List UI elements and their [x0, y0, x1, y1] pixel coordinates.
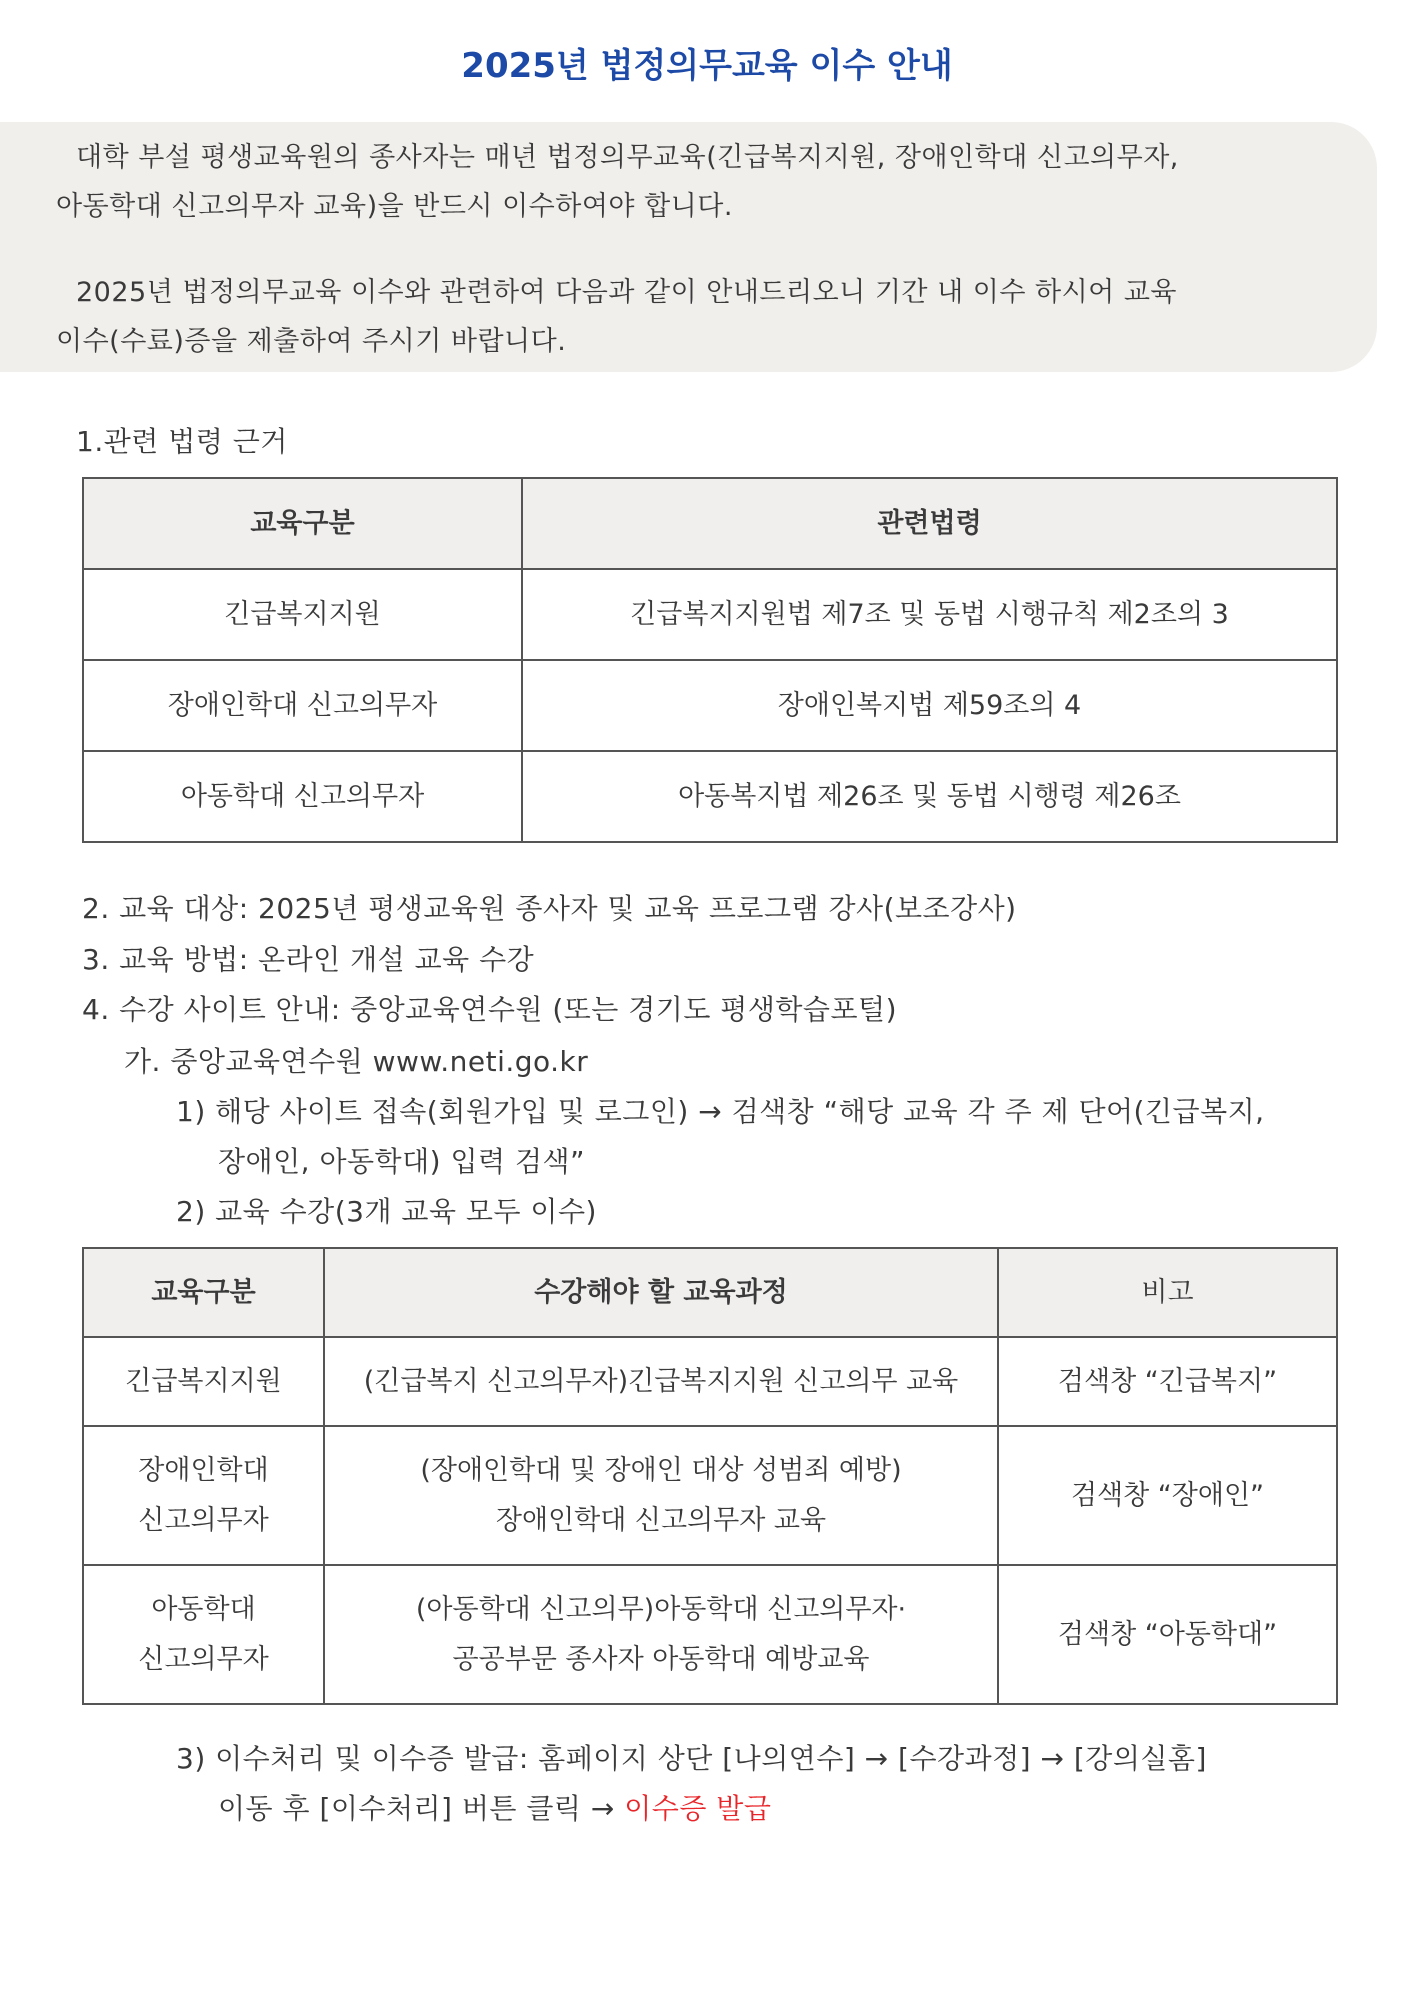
table-cell: 아동학대 신고의무자	[83, 751, 522, 842]
column-header: 수강해야 할 교육과정	[324, 1248, 998, 1337]
table-cell: 아동복지법 제26조 및 동법 시행령 제26조	[522, 751, 1337, 842]
section-3-text: 3. 교육 방법: 온라인 개설 교육 수강	[82, 943, 535, 976]
table-cell: (긴급복지 신고의무자)긴급복지지원 신고의무 교육	[324, 1337, 998, 1426]
table-row	[83, 1565, 1337, 1704]
step-3-line-2-text: 이동 후 [이수처리] 버튼 클릭 →	[218, 1792, 625, 1825]
table-header-row	[83, 1248, 1337, 1337]
cell-line: 신고의무자	[138, 1643, 269, 1675]
table-row	[83, 751, 1337, 842]
section-2-text: 2. 교육 대상: 2025년 평생교육원 종사자 및 교육 프로그램 강사(보조강사)	[82, 892, 1017, 925]
table-row	[83, 569, 1337, 660]
step-3-line-1: 3) 이수처리 및 이수증 발급: 홈페이지 상단 [나의연수] → [수강과정] → [강의실홈]	[176, 1742, 1207, 1775]
cell-line: 장애인학대	[138, 1454, 269, 1486]
table-cell	[83, 1565, 324, 1704]
table-cell: 긴급복지지원법 제7조 및 동법 시행규칙 제2조의 3	[522, 569, 1337, 660]
table-row	[83, 1426, 1337, 1565]
law-basis-table	[82, 477, 1338, 843]
cell-line: (장애인학대 및 장애인 대상 성범죄 예방)	[420, 1454, 902, 1486]
table-cell: 검색창 “아동학대”	[998, 1565, 1337, 1704]
intro-paragraph-1-line-1: 대학 부설 평생교육원의 종사자는 매년 법정의무교육(긴급복지지원, 장애인학대 신고의무자,	[76, 142, 1179, 173]
intro-paragraph-2-line-2: 이수(수료)증을 제출하여 주시기 바랍니다.	[56, 326, 567, 357]
table-cell	[83, 1426, 324, 1565]
table-cell: 장애인학대 신고의무자	[83, 660, 522, 751]
section-4-heading: 4. 수강 사이트 안내: 중앙교육연수원 (또는 경기도 평생학습포털)	[82, 993, 898, 1026]
section-1-heading: 1.관련 법령 근거	[76, 425, 288, 458]
table-cell	[324, 1426, 998, 1565]
table-row	[83, 660, 1337, 751]
column-header: 교육구분	[83, 478, 522, 569]
course-table	[82, 1247, 1338, 1705]
intro-paragraph-2-line-1: 2025년 법정의무교육 이수와 관련하여 다음과 같이 안내드리오니 기간 내 이수 하시어 교육	[76, 277, 1177, 308]
certificate-issue-highlight: 이수증 발급	[624, 1792, 772, 1825]
column-header: 관련법령	[522, 478, 1337, 569]
step-1-line-1: 1) 해당 사이트 접속(회원가입 및 로그인) → 검색창 “해당 교육 각 주 제 단어(긴급복지,	[176, 1095, 1265, 1128]
table-cell: 장애인복지법 제59조의 4	[522, 660, 1337, 751]
cell-line: 공공부문 종사자 아동학대 예방교육	[452, 1643, 870, 1675]
cell-line: (아동학대 신고의무)아동학대 신고의무자·	[415, 1593, 907, 1625]
cell-line: 아동학대	[151, 1593, 256, 1625]
section-4-sub-ga: 가. 중앙교육연수원 www.neti.go.kr	[124, 1045, 589, 1078]
intro-paragraph-1-line-2: 아동학대 신고의무자 교육)을 반드시 이수하여야 합니다.	[56, 191, 733, 222]
step-1-line-2: 장애인, 아동학대) 입력 검색”	[218, 1145, 586, 1178]
column-header: 비고	[998, 1248, 1337, 1337]
column-header: 교육구분	[83, 1248, 324, 1337]
cell-line: 장애인학대 신고의무자 교육	[495, 1504, 827, 1536]
page-title: 2025년 법정의무교육 이수 안내	[461, 46, 953, 86]
table-cell: 검색창 “장애인”	[998, 1426, 1337, 1565]
table-row	[83, 1337, 1337, 1426]
table-cell: 긴급복지지원	[83, 569, 522, 660]
step-3-line-2	[218, 1787, 771, 1827]
table-cell: 긴급복지지원	[83, 1337, 324, 1426]
table-cell	[324, 1565, 998, 1704]
table-cell: 검색창 “긴급복지”	[998, 1337, 1337, 1426]
table-header-row	[83, 478, 1337, 569]
step-2-text: 2) 교육 수강(3개 교육 모두 이수)	[176, 1195, 597, 1228]
cell-line: 신고의무자	[138, 1504, 269, 1536]
